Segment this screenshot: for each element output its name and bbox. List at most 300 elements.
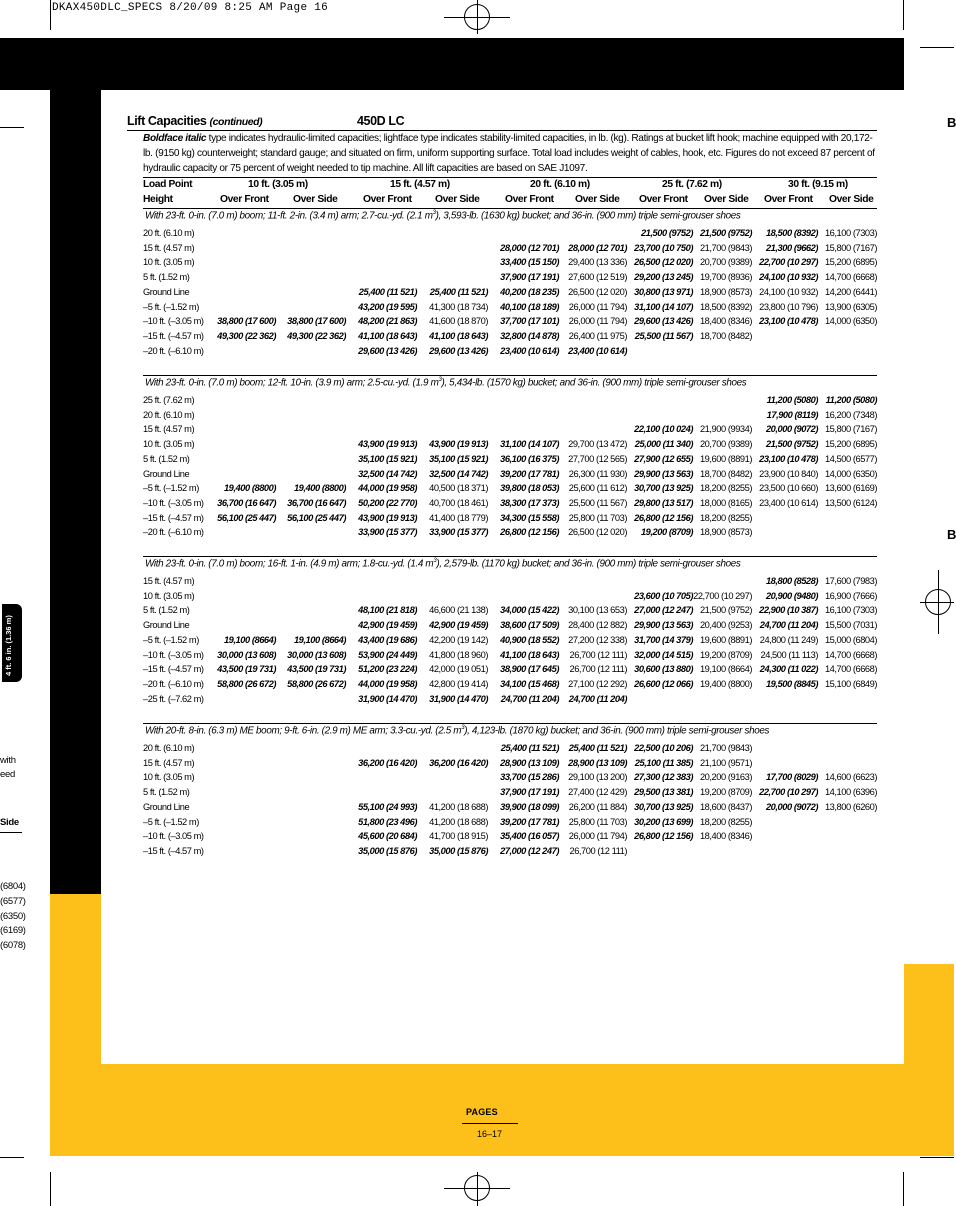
stability-limited-cell: 14,600 (6623) — [824, 772, 877, 783]
stability-limited-cell: 23,400 (10 614) — [759, 497, 818, 508]
row-height-label: –25 ft. (–7.62 m) — [143, 693, 204, 704]
hydraulic-limited-cell: 41,100 (18 643) — [500, 649, 559, 660]
header-over-front: Over Front — [363, 194, 412, 205]
crop-mark — [0, 1157, 24, 1158]
hydraulic-limited-cell: 25,000 (11 340) — [634, 439, 693, 450]
hydraulic-limited-cell: 24,700 (11 204) — [500, 693, 559, 704]
hydraulic-limited-cell: 29,200 (13 245) — [634, 272, 693, 283]
hydraulic-limited-cell: 32,000 (14 515) — [634, 649, 693, 660]
table-row — [143, 576, 883, 590]
page-title — [127, 114, 262, 128]
hydraulic-limited-cell: 30,000 (13 608) — [287, 649, 346, 660]
hydraulic-limited-cell: 36,700 (16 647) — [217, 497, 276, 508]
stability-limited-cell: 20,700 (9389) — [699, 439, 752, 450]
hydraulic-limited-cell: 33,400 (15 150) — [500, 257, 559, 268]
hydraulic-limited-cell: 21,300 (9662) — [765, 242, 818, 253]
table-row — [143, 694, 883, 708]
stability-limited-cell: 42,800 (19 414) — [429, 678, 488, 689]
hydraulic-limited-cell: 23,600 (10 705) — [634, 590, 693, 601]
stability-limited-cell: 13,900 (6305) — [824, 301, 877, 312]
left-fragment: (6350) — [0, 911, 26, 922]
stability-limited-cell: 24,800 (11 249) — [759, 634, 818, 645]
stability-limited-cell: 25,600 (11 612) — [568, 483, 627, 494]
hydraulic-limited-cell: 19,100 (8664) — [293, 634, 346, 645]
hydraulic-limited-cell: 42,900 (19 459) — [429, 620, 488, 631]
stability-limited-cell: 42,200 (19 142) — [429, 634, 488, 645]
hydraulic-limited-cell: 25,400 (11 521) — [429, 286, 488, 297]
header-over-front: Over Front — [505, 194, 554, 205]
hydraulic-limited-cell: 19,100 (8664) — [223, 634, 276, 645]
registration-line — [477, 0, 478, 34]
left-fragment: (6169) — [0, 925, 26, 936]
table-row — [143, 758, 883, 772]
row-height-label: Ground Line — [143, 468, 190, 479]
hydraulic-limited-cell: 29,600 (13 426) — [358, 345, 417, 356]
hydraulic-limited-cell: 42,900 (19 459) — [358, 620, 417, 631]
left-fragment: (6804) — [0, 881, 26, 892]
stability-limited-cell: 19,200 (8709) — [699, 787, 752, 798]
divider — [0, 832, 22, 833]
hydraulic-limited-cell: 32,800 (14 878) — [500, 330, 559, 341]
header-radius: 15 ft. (4.57 m) — [390, 179, 450, 190]
hydraulic-limited-cell: 49,300 (22 362) — [217, 330, 276, 341]
hydraulic-limited-cell: 35,000 (15 876) — [358, 845, 417, 856]
hydraulic-limited-cell: 23,100 (10 478) — [759, 316, 818, 327]
section-caption-text: With 20-ft. 8-in. (6.3 m) ME boom; 9-ft. 6-in. (2.9 m) ME arm; 3.3-cu.-yd. (2.5 m — [145, 725, 462, 737]
hydraulic-limited-cell: 36,200 (16 420) — [429, 757, 488, 768]
row-height-label: –15 ft. (–4.57 m) — [143, 845, 204, 856]
hydraulic-limited-cell: 28,900 (13 109) — [500, 757, 559, 768]
stability-limited-cell: 41,300 (18 734) — [429, 301, 488, 312]
row-height-label: 20 ft. (6.10 m) — [143, 743, 195, 753]
stability-limited-cell: 19,100 (8664) — [699, 664, 752, 675]
section-caption-text: ), 5,434-lb. (1570 kg) bucket; and 36-in. (900 mm) triple semi-grouser shoes — [441, 377, 747, 389]
row-height-label: –5 ft. (–1.52 m) — [143, 483, 199, 494]
row-height-label: 10 ft. (3.05 m) — [143, 257, 195, 268]
hydraulic-limited-cell: 26,600 (12 066) — [634, 678, 693, 689]
hydraulic-limited-cell: 48,100 (21 818) — [358, 605, 417, 616]
hydraulic-limited-cell: 24,700 (11 204) — [568, 693, 627, 704]
stability-limited-cell: 18,500 (8392) — [699, 301, 752, 312]
hydraulic-limited-cell: 40,100 (18 189) — [500, 301, 559, 312]
hydraulic-limited-cell: 39,200 (17 781) — [500, 468, 559, 479]
hydraulic-limited-cell: 38,300 (17 373) — [500, 497, 559, 508]
stability-limited-cell: 14,000 (6350) — [824, 316, 877, 327]
header-radius: 25 ft. (7.62 m) — [662, 179, 722, 190]
hydraulic-limited-cell: 18,500 (8392) — [765, 228, 818, 238]
section-caption-text: ), 4,123-lb. (1870 kg) bucket; and 36-in. (900 mm) triple semi-grouser shoes — [464, 725, 770, 737]
hydraulic-limited-cell: 11,200 (5080) — [825, 395, 877, 405]
hydraulic-limited-cell: 26,500 (12 020) — [634, 257, 693, 268]
row-height-label: –10 ft. (–3.05 m) — [143, 649, 204, 660]
hydraulic-limited-cell: 32,500 (14 742) — [358, 468, 417, 479]
table-row — [143, 228, 883, 242]
table-row — [143, 483, 883, 497]
header-radius: 30 ft. (9.15 m) — [788, 179, 848, 190]
hydraulic-limited-cell: 27,000 (12 247) — [500, 845, 559, 856]
header-over-side: Over Side — [829, 194, 874, 205]
hydraulic-limited-cell: 30,700 (13 925) — [634, 801, 693, 812]
stability-limited-cell: 19,600 (8891) — [699, 453, 752, 464]
hydraulic-limited-cell: 43,900 (19 913) — [358, 439, 417, 450]
stability-limited-cell: 17,600 (7983) — [824, 576, 877, 586]
stability-limited-cell: 21,700 (9843) — [699, 743, 752, 753]
hydraulic-limited-cell: 58,800 (26 672) — [287, 678, 346, 689]
row-height-label: –15 ft. (–4.57 m) — [143, 330, 204, 341]
header-rule — [143, 177, 877, 178]
row-height-label: –5 ft. (–1.52 m) — [143, 816, 199, 827]
stability-limited-cell: 19,400 (8800) — [699, 678, 752, 689]
row-height-label: 15 ft. (4.57 m) — [143, 424, 195, 435]
stability-limited-cell: 27,400 (12 429) — [568, 787, 627, 798]
header-over-side: Over Side — [575, 194, 620, 205]
top-black-band — [0, 38, 904, 90]
stability-limited-cell: 18,600 (8437) — [699, 801, 752, 812]
stability-limited-cell: 24,100 (10 932) — [759, 286, 818, 297]
hydraulic-limited-cell: 23,400 (10 614) — [500, 345, 559, 356]
stability-limited-cell: 40,700 (18 461) — [429, 497, 488, 508]
stability-limited-cell: 28,400 (12 882) — [568, 620, 627, 631]
row-height-label: –15 ft. (–4.57 m) — [143, 512, 204, 523]
stability-limited-cell: 29,700 (13 472) — [568, 439, 627, 450]
hydraulic-limited-cell: 40,900 (18 552) — [500, 634, 559, 645]
row-height-label: –10 ft. (–3.05 m) — [143, 497, 204, 508]
section-caption-text: With 23-ft. 0-in. (7.0 m) boom; 11-ft. 2-in. (3.4 m) arm; 2.7-cu.-yd. (2.1 m — [145, 210, 433, 222]
hydraulic-limited-cell: 35,400 (16 057) — [500, 831, 559, 842]
hydraulic-limited-cell: 25,400 (11 521) — [568, 743, 627, 753]
hydraulic-limited-cell: 31,100 (14 107) — [500, 439, 559, 450]
section-caption-superscript: 3 — [438, 377, 442, 383]
stability-limited-cell: 13,800 (6260) — [824, 801, 877, 812]
hydraulic-limited-cell: 44,000 (19 958) — [358, 483, 417, 494]
hydraulic-limited-cell: 55,100 (24 993) — [358, 801, 417, 812]
hydraulic-limited-cell: 38,800 (17 600) — [287, 316, 346, 327]
row-height-label: 20 ft. (6.10 m) — [143, 409, 195, 420]
stability-limited-cell: 18,700 (8482) — [699, 468, 752, 479]
hydraulic-limited-cell: 44,000 (19 958) — [358, 678, 417, 689]
hydraulic-limited-cell: 29,600 (13 426) — [634, 316, 693, 327]
hydraulic-limited-cell: 28,000 (12 701) — [568, 242, 627, 253]
hydraulic-limited-cell: 24,300 (11 022) — [759, 664, 818, 675]
hydraulic-limited-cell: 34,100 (15 468) — [500, 678, 559, 689]
stability-limited-cell: 14,000 (6350) — [824, 468, 877, 479]
stability-limited-cell: 13,600 (6169) — [824, 483, 877, 494]
stability-limited-cell: 25,800 (11 703) — [568, 512, 627, 523]
registration-line — [477, 1172, 478, 1206]
row-height-label: Ground Line — [143, 801, 190, 812]
row-height-label: –5 ft. (–1.52 m) — [143, 301, 199, 312]
hydraulic-limited-cell: 30,600 (13 880) — [634, 664, 693, 675]
pages-rule — [462, 1123, 518, 1124]
row-height-label: 10 ft. (3.05 m) — [143, 590, 195, 601]
hydraulic-limited-cell: 39,200 (17 781) — [500, 816, 559, 827]
stability-limited-cell: 15,100 (6849) — [824, 678, 877, 689]
row-height-label: –20 ft. (–6.10 m) — [143, 527, 204, 538]
hydraulic-limited-cell: 30,800 (13 971) — [634, 286, 693, 297]
hydraulic-limited-cell: 29,500 (13 381) — [634, 787, 693, 798]
stability-limited-cell: 41,800 (18 960) — [429, 649, 488, 660]
stability-limited-cell: 18,400 (8346) — [699, 316, 752, 327]
stability-limited-cell: 26,500 (12 020) — [568, 527, 627, 538]
header-over-side: Over Side — [704, 194, 749, 205]
header-over-side: Over Side — [435, 194, 480, 205]
row-height-label: Ground Line — [143, 286, 190, 297]
hydraulic-limited-cell: 43,900 (19 913) — [358, 512, 417, 523]
hydraulic-limited-cell: 56,100 (25 447) — [217, 512, 276, 523]
stability-limited-cell: 40,500 (18 371) — [429, 483, 488, 494]
hydraulic-limited-cell: 20,000 (9072) — [765, 801, 818, 812]
hydraulic-limited-cell: 40,200 (18 235) — [500, 286, 559, 297]
table-row — [143, 605, 883, 619]
stability-limited-cell: 14,100 (6396) — [824, 787, 877, 798]
table-row — [143, 439, 883, 453]
hydraulic-limited-cell: 19,500 (8845) — [765, 678, 818, 689]
table-row — [143, 395, 883, 409]
stability-limited-cell: 27,600 (12 519) — [568, 272, 627, 283]
stability-limited-cell: 15,800 (7167) — [824, 424, 877, 435]
section-caption-text: ), 3,593-lb. (1630 kg) bucket; and 36-in. (900 mm) triple semi-grouser shoes — [435, 210, 741, 222]
row-height-label: 5 ft. (1.52 m) — [143, 272, 190, 283]
hydraulic-limited-cell: 26,800 (12 156) — [500, 527, 559, 538]
stability-limited-cell: 14,700 (6668) — [824, 664, 877, 675]
intro-paragraph — [143, 131, 879, 176]
stability-limited-cell: 26,000 (11 794) — [568, 831, 627, 842]
table-row — [143, 846, 883, 860]
hydraulic-limited-cell: 19,200 (8709) — [640, 527, 693, 538]
table-row — [143, 469, 883, 483]
stability-limited-cell: 14,200 (6441) — [824, 286, 877, 297]
left-fragment: Side — [0, 817, 19, 828]
hydraulic-limited-cell: 56,100 (25 447) — [287, 512, 346, 523]
hydraulic-limited-cell: 22,900 (10 387) — [759, 605, 818, 616]
table-row — [143, 620, 883, 634]
hydraulic-limited-cell: 35,100 (15 921) — [429, 453, 488, 464]
model-name: 450D LC — [357, 114, 405, 128]
hydraulic-limited-cell: 51,800 (23 496) — [358, 816, 417, 827]
stability-limited-cell: 26,200 (11 884) — [568, 801, 627, 812]
table-row — [143, 743, 883, 757]
hydraulic-limited-cell: 43,400 (19 686) — [358, 634, 417, 645]
stability-limited-cell: 16,900 (7666) — [824, 590, 877, 601]
table-row — [143, 635, 883, 649]
section-caption — [145, 558, 741, 569]
header-over-front: Over Front — [764, 194, 813, 205]
hydraulic-limited-cell: 41,100 (18 643) — [429, 330, 488, 341]
crop-mark — [50, 0, 51, 30]
row-height-label: –5 ft. (–1.52 m) — [143, 634, 199, 645]
stability-limited-cell: 26,500 (12 020) — [568, 286, 627, 297]
hydraulic-limited-cell: 26,800 (12 156) — [634, 512, 693, 523]
table-row — [143, 650, 883, 664]
left-fragment: with — [0, 755, 16, 766]
stability-limited-cell: 16,100 (7303) — [824, 605, 877, 616]
stability-limited-cell: 21,100 (9571) — [699, 757, 752, 768]
stability-limited-cell: 18,200 (8255) — [699, 816, 752, 827]
stability-limited-cell: 20,400 (9253) — [699, 620, 752, 631]
header-height: Height — [143, 194, 173, 205]
stability-limited-cell: 23,800 (10 796) — [759, 301, 818, 312]
hydraulic-limited-cell: 20,000 (9072) — [765, 424, 818, 435]
hydraulic-limited-cell: 23,400 (10 614) — [568, 345, 627, 356]
stability-limited-cell: 26,000 (11 794) — [568, 316, 627, 327]
stability-limited-cell: 13,500 (6124) — [824, 497, 877, 508]
crop-mark — [903, 0, 904, 30]
side-tab-label: 4 ft. 6 in. (1.36 m) — [4, 615, 13, 676]
table-row — [143, 802, 883, 816]
hydraulic-limited-cell: 32,500 (14 742) — [429, 468, 488, 479]
table-row — [143, 527, 883, 541]
row-height-label: –20 ft. (–6.10 m) — [143, 678, 204, 689]
hydraulic-limited-cell: 43,500 (19 731) — [287, 664, 346, 675]
stability-limited-cell: 19,200 (8709) — [699, 649, 752, 660]
stability-limited-cell: 18,400 (8346) — [699, 831, 752, 842]
hydraulic-limited-cell: 29,800 (13 517) — [634, 497, 693, 508]
stability-limited-cell: 21,500 (9752) — [699, 605, 752, 616]
table-row — [143, 498, 883, 512]
row-height-label: –10 ft. (–3.05 m) — [143, 316, 204, 327]
page-title-text: Lift Capacities — [127, 114, 207, 128]
hydraulic-limited-cell: 30,700 (13 925) — [634, 483, 693, 494]
stability-limited-cell: 16,200 (7348) — [824, 409, 877, 420]
hydraulic-limited-cell: 28,900 (13 109) — [568, 757, 627, 768]
header-over-front: Over Front — [639, 194, 688, 205]
pages-label: PAGES — [466, 1107, 498, 1117]
stability-limited-cell: 29,400 (13 336) — [568, 257, 627, 268]
section-caption-superscript: 3 — [461, 725, 465, 731]
hydraulic-limited-cell: 33,900 (15 377) — [429, 527, 488, 538]
section-caption-text: With 23-ft. 0-in. (7.0 m) boom; 16-ft. 1-in. (4.9 m) arm; 1.8-cu.-yd. (1.4 m — [145, 558, 434, 570]
hydraulic-limited-cell: 43,500 (19 731) — [217, 664, 276, 675]
hydraulic-limited-cell: 25,400 (11 521) — [358, 286, 417, 297]
stability-limited-cell: 15,200 (6895) — [824, 257, 877, 268]
hydraulic-limited-cell: 50,200 (22 770) — [358, 497, 417, 508]
hydraulic-limited-cell: 43,200 (19 595) — [358, 301, 417, 312]
hydraulic-limited-cell: 41,100 (18 643) — [358, 330, 417, 341]
section-caption-superscript: 3 — [432, 210, 436, 216]
header-over-side: Over Side — [293, 194, 338, 205]
hydraulic-limited-cell: 29,900 (13 563) — [634, 468, 693, 479]
stability-limited-cell: 14,700 (6668) — [824, 272, 877, 283]
stability-limited-cell: 41,600 (18 870) — [429, 316, 488, 327]
row-height-label: 15 ft. (4.57 m) — [143, 242, 195, 253]
hydraulic-limited-cell: 48,200 (21 863) — [358, 316, 417, 327]
hydraulic-limited-cell: 49,300 (22 362) — [287, 330, 346, 341]
left-black-bar — [50, 38, 101, 894]
row-height-label: 5 ft. (1.52 m) — [143, 453, 190, 464]
hydraulic-limited-cell: 21,500 (9752) — [640, 228, 693, 238]
row-height-label: 10 ft. (3.05 m) — [143, 772, 195, 783]
header-load-point: Load Point — [143, 179, 193, 190]
hydraulic-limited-cell: 38,800 (17 600) — [217, 316, 276, 327]
hydraulic-limited-cell: 39,800 (18 053) — [500, 483, 559, 494]
hydraulic-limited-cell: 39,900 (18 099) — [500, 801, 559, 812]
table-row — [143, 772, 883, 786]
left-fragment: (6577) — [0, 896, 26, 907]
hydraulic-limited-cell: 53,900 (24 449) — [358, 649, 417, 660]
header-over-front: Over Front — [220, 194, 269, 205]
hydraulic-limited-cell: 21,500 (9752) — [765, 439, 818, 450]
table-row — [143, 424, 883, 438]
row-height-label: 15 ft. (4.57 m) — [143, 576, 195, 586]
hydraulic-limited-cell: 25,500 (11 567) — [634, 330, 693, 341]
table-row — [143, 831, 883, 845]
row-height-label: 20 ft. (6.10 m) — [143, 228, 195, 238]
section-caption — [145, 725, 769, 736]
stability-limited-cell: 15,500 (7031) — [824, 620, 877, 631]
right-fragment: B — [947, 527, 956, 542]
hydraulic-limited-cell: 29,600 (13 426) — [429, 345, 488, 356]
stability-limited-cell: 29,100 (13 200) — [568, 772, 627, 783]
stability-limited-cell: 26,700 (12 111) — [569, 664, 627, 675]
page-title-continued: (continued) — [209, 116, 263, 128]
table-row — [143, 591, 883, 605]
row-height-label: –15 ft. (–4.57 m) — [143, 664, 204, 675]
hydraulic-limited-cell: 36,700 (16 647) — [287, 497, 346, 508]
table-row — [143, 302, 883, 316]
crop-mark — [0, 127, 24, 128]
stability-limited-cell: 41,700 (18 915) — [429, 831, 488, 842]
stability-limited-cell: 23,500 (10 660) — [759, 483, 818, 494]
row-height-label: –20 ft. (–6.10 m) — [143, 345, 204, 356]
header-radius: 10 ft. (3.05 m) — [248, 179, 308, 190]
stability-limited-cell: 18,000 (8165) — [699, 497, 752, 508]
stability-limited-cell: 22,700 (10 297) — [693, 590, 752, 601]
content-panel-bottom — [101, 944, 904, 1064]
hydraulic-limited-cell: 37,900 (17 191) — [500, 787, 559, 798]
stability-limited-cell: 20,700 (9389) — [699, 257, 752, 268]
hydraulic-limited-cell: 31,900 (14 470) — [429, 693, 488, 704]
table-row — [143, 287, 883, 301]
stability-limited-cell: 18,700 (8482) — [699, 330, 752, 341]
hydraulic-limited-cell: 19,400 (8800) — [293, 483, 346, 494]
table-row — [143, 331, 883, 345]
hydraulic-limited-cell: 38,900 (17 645) — [500, 664, 559, 675]
right-fragment: B — [947, 115, 956, 130]
stability-limited-cell: 18,900 (8573) — [699, 527, 752, 538]
stability-limited-cell: 18,900 (8573) — [699, 286, 752, 297]
row-height-label: 15 ft. (4.57 m) — [143, 757, 195, 768]
section-caption-superscript: 3 — [433, 558, 437, 564]
row-height-label: 5 ft. (1.52 m) — [143, 787, 190, 798]
row-height-label: 25 ft. (7.62 m) — [143, 395, 195, 405]
hydraulic-limited-cell: 34,300 (15 558) — [500, 512, 559, 523]
hydraulic-limited-cell: 30,200 (13 699) — [634, 816, 693, 827]
stability-limited-cell: 16,100 (7303) — [824, 228, 877, 238]
header-radius: 20 ft. (6.10 m) — [530, 179, 590, 190]
stability-limited-cell: 15,200 (6895) — [824, 439, 877, 450]
hydraulic-limited-cell: 31,100 (14 107) — [634, 301, 693, 312]
section-rule — [143, 375, 877, 376]
table-row — [143, 316, 883, 330]
stability-limited-cell: 19,700 (8936) — [699, 272, 752, 283]
registration-line — [920, 602, 954, 603]
hydraulic-limited-cell: 23,700 (10 750) — [634, 242, 693, 253]
stability-limited-cell: 15,000 (6804) — [824, 634, 877, 645]
stability-limited-cell: 24,500 (11 113) — [760, 649, 818, 660]
hydraulic-limited-cell: 27,900 (12 655) — [634, 453, 693, 464]
intro-text: type indicates hydraulic-limited capacities; lightface type indicates stability-limited capacities, in lb. (kg). Ratings at bucket lift hook; machine equipped with 20,172-lb. (9150 kg) counterweight; standard gauge; and situated on firm, uniform supporting surface. Total load includes weight of cables, hook, etc. Figures do not exceed 87 percent of hydraulic capacity or 75 percent of weight needed to tip machine. All lift capacities are based on SAE J1097. — [143, 133, 875, 174]
stability-limited-cell: 27,200 (12 338) — [568, 634, 627, 645]
hydraulic-limited-cell: 33,700 (15 286) — [500, 772, 559, 783]
stability-limited-cell: 27,100 (12 292) — [568, 678, 627, 689]
table-row — [143, 243, 883, 257]
hydraulic-limited-cell: 11,200 (5080) — [766, 395, 818, 405]
table-row — [143, 257, 883, 271]
hydraulic-limited-cell: 58,800 (26 672) — [217, 678, 276, 689]
hydraulic-limited-cell: 31,700 (14 379) — [634, 634, 693, 645]
left-fragment: eed — [0, 769, 15, 780]
row-height-label: 10 ft. (3.05 m) — [143, 439, 195, 450]
